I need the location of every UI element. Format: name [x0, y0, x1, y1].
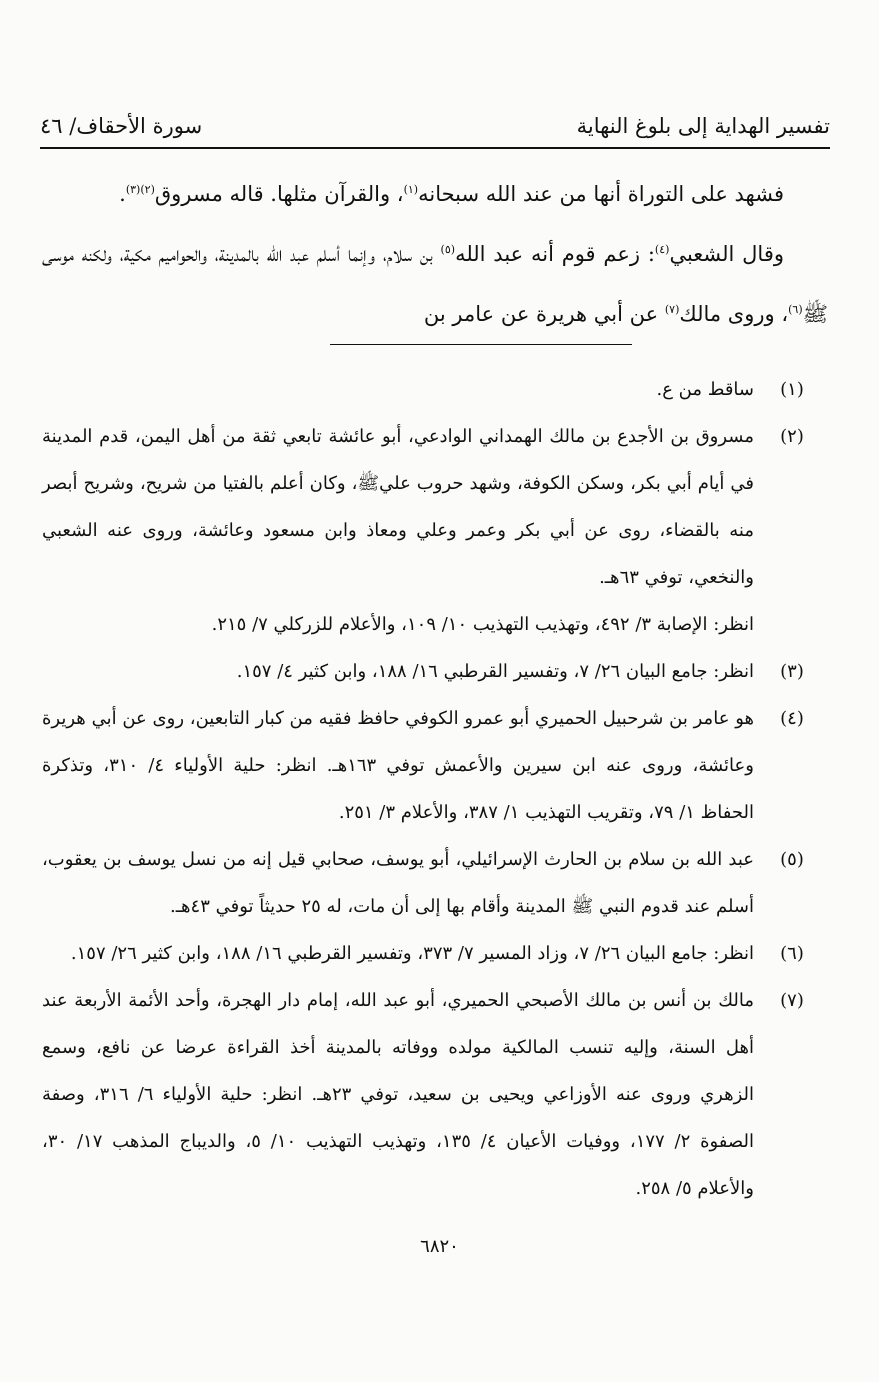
paragraph-1: فشهد على التوراة أنها من عند الله سبحانه$^{(١)}$، والقرآن مثلها. قاله مسروق$^{(٢)(٣)}$.	[119, 182, 784, 206]
footnote-ref: (٧)	[664, 303, 680, 316]
footnote-ref: (٥)	[440, 243, 456, 256]
footnote: (٢) مسروق بن الأجدع بن مالك الهمداني الوادعي، أبو عائشة تابعي ثقة من أهل اليمن، قدم المدينة في أيام أبي بكر، وسكن الكوفة، وشهد حروب عليﷺ، وكان أعلم بالفتيا من شريح، وشريح أبصر منه بالقضاء، روى عن أبي بكر وعمر وعلي ومعاذ وابن مسعود وعائشة، وروى عنه الشعبي والنخعي، توفي ٦٣هـ. انظر: الإصابة ٣/ ٤٩٢، وتهذيب التهذيب ١٠/ ١٠٩، والأعلام للزركلي ٧/ ٢١٥.	[42, 426, 804, 635]
surah-label: سورة الأحقاف/ ٤٦	[40, 114, 203, 138]
header-rule	[40, 147, 830, 149]
footnote-ref: (٦)	[788, 303, 803, 316]
footnotes	[42, 366, 804, 1212]
footnote-ref: (١)	[403, 183, 419, 196]
footnote: (٥) عبد الله بن سلام بن الحارث الإسرائيلي، أبو يوسف، صحابي قيل إنه من نسل يوسف بن يعقوب، أسلم عند قدوم النبي ﷺ المدينة وأقام بها إلى أن مات، له ٢٥ حديثاً توفي ٤٣هـ.	[42, 849, 804, 917]
footnote: (١) ساقط من ع.	[656, 379, 804, 400]
page-number: ٦٨٢٠	[420, 1236, 459, 1257]
footnote: (٣) انظر: جامع البيان ٢٦/ ٧، وتفسير القرطبي ١٦/ ١٨٨، وابن كثير ٤/ ١٥٧.	[236, 661, 804, 682]
footnote-ref: (٢)(٣)	[125, 183, 155, 196]
paragraph-2: وقال الشعبي$^{(٤)}$: زعم قوم أنه عبد الله$^{(٥)}$ بن سلام، وإنما أسلم عبد الله بالمدينة، والحواميم مكية، ولكنه موسى ﷺ$^{(٦)}$، وروى مالك$^{(٧)}$ عن أبي هريرة عن عامر بن	[42, 242, 828, 326]
running-header	[40, 98, 830, 144]
book-title: تفسير الهداية إلى بلوغ النهاية	[576, 114, 830, 138]
footnote: (٤) هو عامر بن شرحبيل الحميري أبو عمرو الكوفي حافظ فقيه من كبار التابعين، روى عن أبي هريرة وعائشة، وروى عنه ابن سيرين والأعمش توفي ١٦٣هـ. انظر: حلية الأولياء ٤/ ٣١٠، وتذكرة الحفاظ ١/ ٧٩، وتقريب التهذيب ١/ ٣٨٧، والأعلام ٣/ ٢٥١.	[42, 708, 804, 823]
footnote-separator	[330, 344, 632, 345]
footnote: (٦) انظر: جامع البيان ٢٦/ ٧، وزاد المسير ٧/ ٣٧٣، وتفسير القرطبي ١٦/ ١٨٨، وابن كثير ٢٦/ ١٥٧.	[70, 943, 804, 964]
footnote-ref: (٤)	[654, 243, 670, 256]
footnote: (٧) مالك بن أنس بن مالك الأصبحي الحميري، أبو عبد الله، إمام دار الهجرة، وأحد الأئمة الأربعة عند أهل السنة، وإليه تنسب المالكية مولده ووفاته بالمدينة أخذ القراءة عرضا عن نافع، وسمع الزهري وروى عنه الأوزاعي ويحيى بن سعيد، توفي ٢٣هـ. انظر: حلية الأولياء ٦/ ٣١٦، وصفة الصفوة ٢/ ١٧٧، ووفيات الأعيان ٤/ ١٣٥، وتهذيب التهذيب ١٠/ ٥، والديباج المذهب ١٧/ ٣٠، والأعلام ٥/ ٢٥٨.	[42, 990, 804, 1199]
main-text	[42, 162, 828, 342]
